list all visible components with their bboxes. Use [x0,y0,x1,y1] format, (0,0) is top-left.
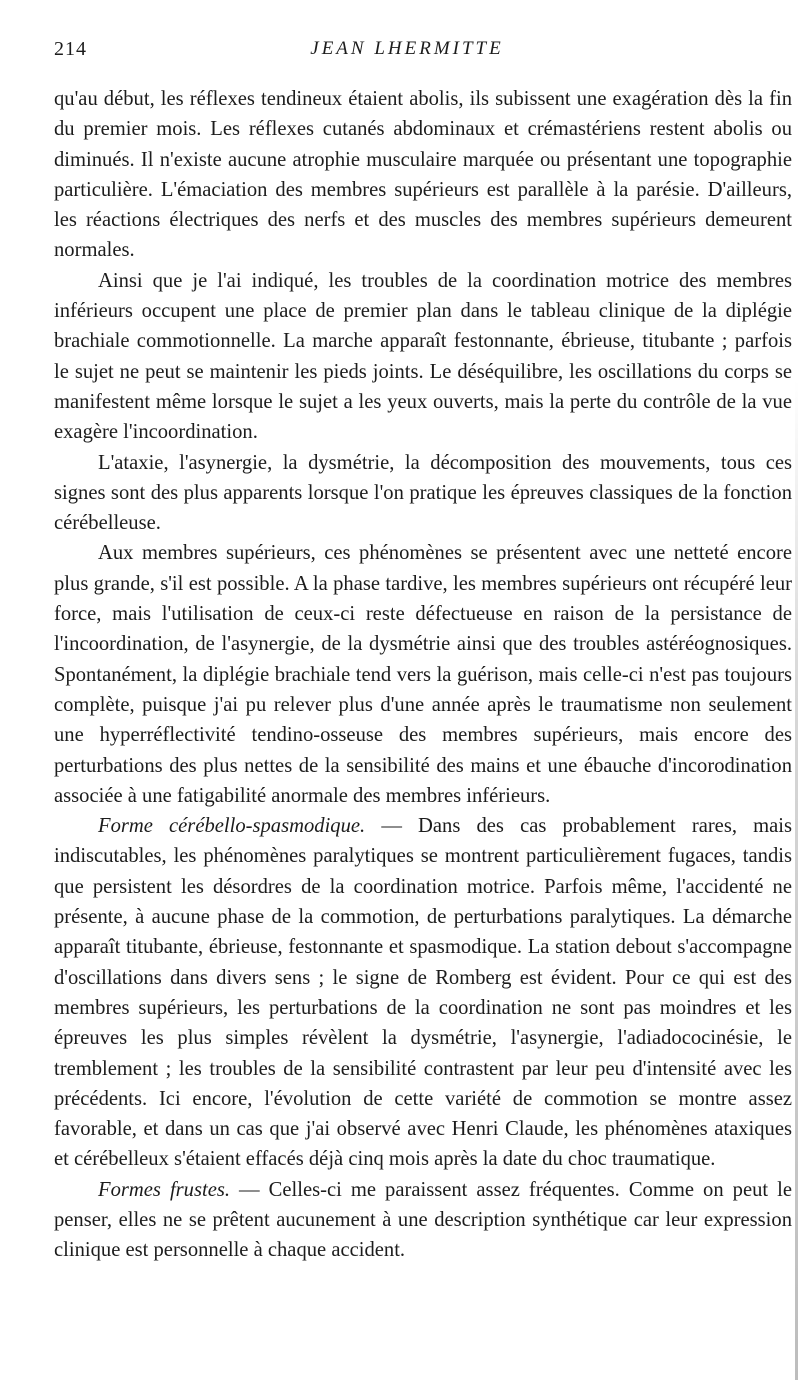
paragraph-5-text: — Dans des cas probablement rares, mais indiscutables, les phénomènes paralytiques se montrent particulièrement fugaces, tandis que persistent les désordres de la coordination motrice. Parfois même, l'accidenté ne présente, à aucune phase de la commotion, de perturbations paralytiques. La démarche apparaît titubante, ébrieuse, festonnante et spasmodique. La station debout s'accompagne d'oscillations dans divers sens ; le signe de Romberg est évident. Pour ce qui est des membres supérieurs, les perturbations de la coordination ne sont pas moindres et les épreuves les plus simples révèlent la dysmétrie, l'asynergie, l'adiadococinésie, le tremblement ; les troubles de la sensibilité contrastent par leur peu d'intensité avec les précédents. Ici encore, l'évolution de cette variété de commotion se montre assez favorable, et dans un cas que j'ai observé avec Henri Claude, les phénomènes ataxiques et cérébelleux s'étaient effacés déjà cinq mois après la date du choc traumatique. [54,815,793,1171]
page-number: 214 [54,38,87,60]
body-text [54,84,792,1266]
running-title: JEAN LHERMITTE [310,38,504,59]
paragraph-1: qu'au début, les réflexes tendineux étaient abolis, ils subissent une exagération dès la fin du premier mois. Les réflexes cutanés abdominaux et crémastériens restent abolis ou diminués. Il n'existe aucune atrophie musculaire marquée ou présentant une topographie particulière. L'émaciation des membres supérieurs est parallèle à la parésie. D'ailleurs, les réactions électriques des nerfs et des muscles des membres supérieurs demeurent normales. [54,88,792,262]
section-heading-formes-frustes: Formes frustes. [98,1178,231,1201]
paragraph-4: Aux membres supérieurs, ces phénomènes se présentent avec une netteté encore plus grande, s'il est possible. A la phase tardive, les membres supérieurs ont récupéré leur force, mais l'utilisation de ceux-ci reste défectueuse en raison de la persistance de l'incoordination, de l'asynergie, de la dysmétrie ainsi que des troubles astéréognosiques. Spontanément, la diplégie brachiale tend vers la guérison, mais celle-ci n'est pas toujours complète, puisque j'ai pu relever plus d'une année après le traumatisme non seulement une hyperréflectivité tendino-osseuse des membres supérieurs, mais encore des perturbations des plus nettes de la sensibilité des mains et une ébauche d'incorodination associée à une fatigabilité anormale des membres inférieurs. [54,542,792,807]
page-edge-shadow [795,380,798,1380]
paragraph-6-text: — Celles-ci me paraissent assez fréquentes. Comme on peut le penser, elles ne se prêtent aucunement à une description synthétique car leur expression clinique est personnelle à chaque accident. [54,1178,792,1262]
paragraph-6 [54,1175,792,1266]
running-head [54,38,760,68]
paragraph-3: L'ataxie, l'asynergie, la dysmétrie, la décomposition des mouvements, tous ces signes sont des plus apparents lorsque l'on pratique les épreuves classiques de la fonction cérébelleuse. [54,451,792,535]
paragraph-2: Ainsi que je l'ai indiqué, les troubles de la coordination motrice des membres inférieurs occupent une place de premier plan dans le tableau clinique de la diplégie brachiale commotionnelle. La marche apparaît festonnante, ébrieuse, titubante ; parfois le sujet ne peut se maintenir les pieds joints. Le déséquilibre, les oscillations du corps se manifestent même lorsque le sujet a les yeux ouverts, mais la perte du contrôle de la vue exagère l'incoordination. [54,269,792,444]
paragraph-5 [54,811,792,1175]
section-heading-cerebello-spasmodique: Forme cérébello-spasmodique. [98,815,366,838]
